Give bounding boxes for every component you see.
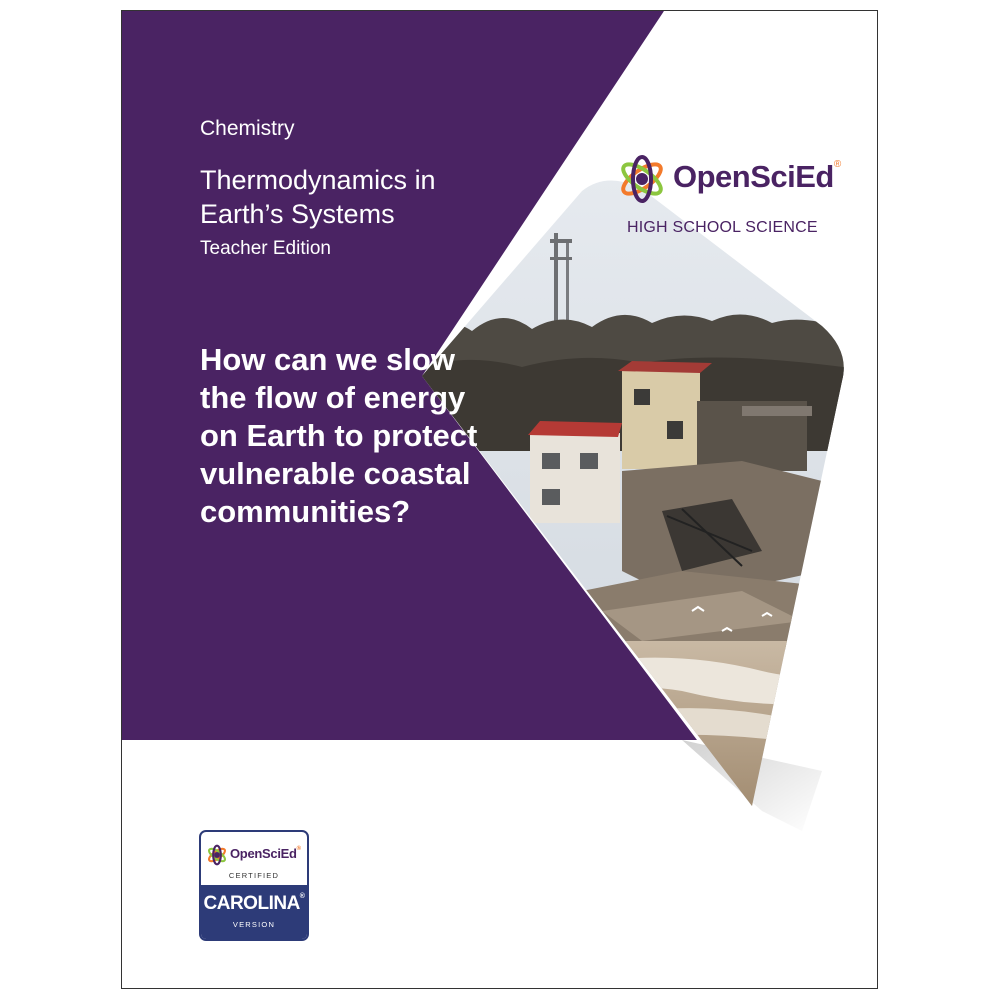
badge-version-label: VERSION: [232, 920, 276, 929]
badge-top: [201, 832, 307, 885]
subject-label: Chemistry: [200, 117, 295, 140]
unit-title: Thermodynamics in Earth’s Systems: [200, 165, 436, 229]
badge-wordmark: OpenSciEd®: [230, 846, 301, 861]
atom-orbit-icon: [617, 153, 667, 205]
badge-bottom: [201, 885, 307, 941]
carolina-logo: CAROLINA®: [203, 893, 305, 914]
logo-wordmark: OpenSciEd®: [673, 159, 841, 194]
badge-certified-label: CERTIFIED: [228, 871, 280, 880]
carolina-certified-badge: [199, 830, 309, 941]
logo-tagline: HIGH SCHOOL SCIENCE: [627, 219, 818, 236]
openscied-logo: [617, 153, 857, 243]
atom-orbit-icon: [206, 844, 228, 866]
cover-page: [121, 10, 878, 989]
driving-question: How can we slow the flow of energy on Earth to protect vulnerable coastal communities?: [200, 342, 478, 529]
edition-label: Teacher Edition: [200, 238, 331, 259]
